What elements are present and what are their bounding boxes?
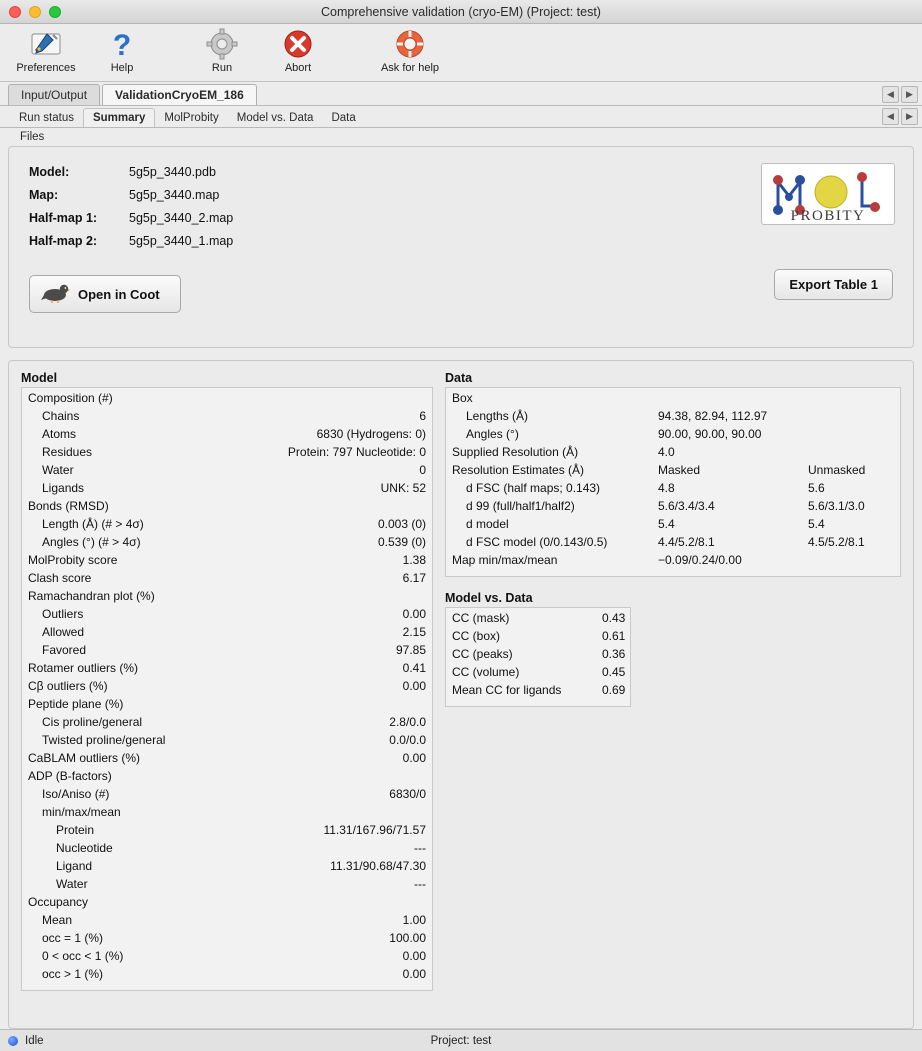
row-value: 0.69 [602, 683, 626, 697]
table-row [28, 517, 426, 535]
row-value: 2.8/0.0 [389, 715, 426, 729]
row-label: Twisted proline/general [42, 733, 166, 747]
row-label: Ramachandran plot (%) [28, 589, 155, 603]
status-project-label: Project: test [430, 1034, 492, 1047]
model-table [21, 387, 433, 991]
row-value: 0.00 [402, 607, 426, 621]
table-row [452, 553, 894, 571]
preferences-icon [29, 27, 63, 61]
table-row [28, 949, 426, 967]
inner-scroll-left-icon[interactable]: ◀ [882, 108, 899, 125]
table-row [452, 629, 624, 647]
molprobity-logo-text: PROBITY [790, 208, 866, 224]
title-bar [0, 0, 922, 24]
table-row [28, 391, 426, 409]
row-label: occ > 1 (%) [42, 967, 104, 981]
row-label: Composition (#) [28, 391, 113, 405]
toolbar-run-label: Run [211, 62, 233, 74]
toolbar-run-button[interactable] [184, 24, 260, 74]
row-label: Bonds (RMSD) [28, 499, 109, 513]
table-row [452, 647, 624, 665]
row-value: 0.00 [402, 751, 426, 765]
row-value: 0.539 (0) [377, 535, 426, 549]
row-value: 0.36 [602, 647, 626, 661]
row-label: d FSC model (0/0.143/0.5) [466, 535, 608, 549]
row-value: 6830/0 [389, 787, 426, 801]
table-row [28, 625, 426, 643]
table-row [452, 665, 624, 683]
svg-text:?: ? [112, 29, 132, 60]
row-label: 0 < occ < 1 (%) [42, 949, 124, 963]
table-row [28, 571, 426, 589]
status-text: Idle [25, 1034, 44, 1047]
row-value: 0.41 [402, 661, 426, 675]
row-value: 0.61 [602, 629, 626, 643]
row-value-1: 5.4 [658, 517, 675, 531]
row-label: d model [466, 517, 509, 531]
data-section-title: Data [445, 371, 473, 385]
row-value: 6 [419, 409, 426, 423]
table-row [28, 931, 426, 949]
toolbar-preferences-label: Preferences [16, 62, 76, 74]
table-row [28, 967, 426, 985]
row-label: Nucleotide [56, 841, 113, 855]
model-column [21, 371, 433, 1016]
table-row [28, 913, 426, 931]
row-label: d 99 (full/half1/half2) [466, 499, 575, 513]
row-value: 0.43 [602, 611, 626, 625]
table-row [28, 697, 426, 715]
tab-validationcryoem[interactable]: ValidationCryoEM_186 [102, 84, 257, 105]
table-row [452, 499, 894, 517]
export-table-1-button[interactable]: Export Table 1 [774, 269, 893, 300]
table-row [28, 805, 426, 823]
table-row [28, 445, 426, 463]
help-icon [106, 27, 138, 61]
row-label: d FSC (half maps; 0.143) [466, 481, 601, 495]
outer-tab-scroll-controls[interactable] [882, 86, 918, 103]
row-label: Map min/max/mean [452, 553, 558, 567]
row-value: 11.31/167.96/71.57 [323, 823, 426, 837]
table-row [28, 679, 426, 697]
row-label: CC (box) [452, 629, 501, 643]
abort-icon [282, 27, 314, 61]
row-value: 1.00 [402, 913, 426, 927]
column-header-masked: Masked [658, 463, 701, 477]
row-label: min/max/mean [42, 805, 121, 819]
inner-tab-bar [0, 106, 922, 128]
row-label: Allowed [42, 625, 85, 639]
row-label: Ligand [56, 859, 93, 873]
scroll-right-icon[interactable]: ▶ [901, 86, 918, 103]
row-value: 0.00 [402, 967, 426, 981]
lifesaver-icon [394, 27, 426, 61]
data-column [433, 371, 901, 1016]
row-value: --- [414, 877, 426, 891]
row-label: Angles (°) (# > 4σ) [42, 535, 141, 549]
table-row [452, 409, 894, 427]
table-row [28, 841, 426, 859]
toolbar-ask-for-help-button[interactable] [360, 24, 460, 74]
table-row [28, 589, 426, 607]
row-label: Protein [56, 823, 95, 837]
scroll-left-icon[interactable]: ◀ [882, 86, 899, 103]
row-label: Supplied Resolution (Å) [452, 445, 579, 459]
row-value-1: −0.09/0.24/0.00 [658, 553, 742, 567]
tab-input-output[interactable]: Input/Output [8, 84, 100, 105]
row-label: Clash score [28, 571, 92, 585]
model-section-title: Model [21, 371, 58, 385]
inner-scroll-right-icon[interactable]: ▶ [901, 108, 918, 125]
row-value: 0.0/0.0 [389, 733, 426, 747]
tab-molprobity[interactable]: MolProbity [164, 111, 219, 124]
table-row [28, 427, 426, 445]
table-row [28, 661, 426, 679]
row-value-1: 5.6/3.4/3.4 [658, 499, 715, 513]
data-table [445, 387, 901, 577]
row-value-1: 94.38, 82.94, 112.97 [658, 409, 768, 423]
toolbar-ask-for-help-label: Ask for help [380, 62, 440, 74]
row-value: 11.31/90.68/47.30 [330, 859, 426, 873]
row-value: 0 [419, 463, 426, 477]
table-row [28, 481, 426, 499]
file-row-halfmap2 [29, 234, 893, 248]
row-label: Atoms [42, 427, 77, 441]
table-row [28, 823, 426, 841]
table-row [28, 859, 426, 877]
open-in-coot-button[interactable] [29, 275, 181, 313]
toolbar-abort-button[interactable] [260, 24, 336, 74]
row-value: 97.85 [395, 643, 426, 657]
table-row [28, 895, 426, 913]
run-gear-icon [206, 27, 238, 61]
table-row [28, 535, 426, 553]
files-section-label: Files [20, 131, 45, 143]
outer-tab-bar [0, 82, 922, 106]
table-row [28, 877, 426, 895]
table-row [28, 733, 426, 751]
row-label: Angles (°) [466, 427, 519, 441]
table-row [28, 769, 426, 787]
row-value-1: 4.8 [658, 481, 675, 495]
row-label: MolProbity score [28, 553, 118, 567]
column-header-unmasked: Unmasked [808, 463, 866, 477]
file-label-halfmap2: Half-map 2: [29, 234, 98, 248]
row-label: CC (peaks) [452, 647, 513, 661]
row-label: Water [42, 463, 74, 477]
row-value-2: 5.4 [808, 517, 825, 531]
toolbar-help-label: Help [110, 62, 134, 74]
row-label: Rotamer outliers (%) [28, 661, 139, 675]
tab-run-status[interactable]: Run status [19, 111, 74, 124]
row-label: Mean [42, 913, 73, 927]
model-vs-data-section-title: Model vs. Data [445, 591, 533, 605]
main-toolbar [0, 24, 922, 82]
row-label: Ligands [42, 481, 85, 495]
row-value: 100.00 [389, 931, 426, 945]
row-label: Iso/Aniso (#) [42, 787, 110, 801]
files-panel [8, 146, 914, 348]
row-label: Length (Å) (# > 4σ) [42, 517, 144, 531]
row-label: occ = 1 (%) [42, 931, 104, 945]
row-value-2: 5.6/3.1/3.0 [808, 499, 865, 513]
row-label: Outliers [42, 607, 84, 621]
table-row [28, 553, 426, 571]
row-value-2: 5.6 [808, 481, 825, 495]
row-label: Resolution Estimates (Å) [452, 463, 585, 477]
row-label: Lengths (Å) [466, 409, 529, 423]
table-row [452, 517, 894, 535]
row-value-2: 4.5/5.2/8.1 [808, 535, 865, 549]
table-row [28, 499, 426, 517]
row-value: 2.15 [402, 625, 426, 639]
row-label: ADP (B-factors) [28, 769, 112, 783]
row-label: Residues [42, 445, 93, 459]
toolbar-preferences-button[interactable] [8, 24, 84, 74]
row-label: Chains [42, 409, 80, 423]
row-value-1: 4.0 [658, 445, 675, 459]
row-label: Box [452, 391, 473, 405]
file-value-halfmap2: 5g5p_3440_1.map [129, 234, 234, 248]
row-label: Cis proline/general [42, 715, 143, 729]
status-bar [0, 1029, 922, 1051]
tab-data[interactable]: Data [331, 111, 356, 124]
row-value-1: 4.4/5.2/8.1 [658, 535, 715, 549]
table-row [452, 427, 894, 445]
table-row [28, 463, 426, 481]
window-title: Comprehensive validation (cryo-EM) (Project: test) [321, 4, 601, 19]
coot-bird-icon [40, 282, 70, 307]
model-vs-data-table [445, 607, 631, 707]
toolbar-help-button[interactable] [84, 24, 160, 74]
row-value: 0.45 [602, 665, 626, 679]
row-value: UNK: 52 [380, 481, 426, 495]
row-value: 0.00 [402, 679, 426, 693]
open-in-coot-label: Open in Coot [78, 286, 160, 302]
inner-tab-scroll-controls[interactable] [882, 108, 918, 125]
row-label: CC (volume) [452, 665, 520, 679]
row-label: Occupancy [28, 895, 89, 909]
table-row [452, 683, 624, 701]
row-value: 1.38 [402, 553, 426, 567]
row-value: 0.003 (0) [377, 517, 426, 531]
row-label: CaBLAM outliers (%) [28, 751, 141, 765]
row-value-1: 90.00, 90.00, 90.00 [658, 427, 762, 441]
file-value-model: 5g5p_3440.pdb [129, 165, 216, 179]
table-row [28, 715, 426, 733]
row-label: CC (mask) [452, 611, 510, 625]
tab-model-vs-data[interactable]: Model vs. Data [236, 111, 314, 124]
statistics-panel [8, 360, 914, 1029]
row-value: --- [414, 841, 426, 855]
table-row [28, 409, 426, 427]
file-label-map: Map: [29, 188, 59, 202]
panel-gap [8, 348, 914, 360]
row-label: Mean CC for ligands [452, 683, 562, 697]
file-value-map: 5g5p_3440.map [129, 188, 220, 202]
table-row [28, 643, 426, 661]
tab-summary[interactable]: Summary [83, 108, 155, 127]
table-row [452, 391, 894, 409]
table-row [452, 535, 894, 553]
file-value-halfmap1: 5g5p_3440_2.map [129, 211, 234, 225]
molprobity-logo [761, 163, 895, 225]
content-area [0, 146, 922, 1029]
table-row [28, 787, 426, 805]
table-row [28, 607, 426, 625]
table-row [452, 611, 624, 629]
row-value: 6.17 [402, 571, 426, 585]
row-label: Cβ outliers (%) [28, 679, 108, 693]
table-row [28, 751, 426, 769]
row-value: 6830 (Hydrogens: 0) [316, 427, 426, 441]
row-label: Water [56, 877, 88, 891]
file-label-halfmap1: Half-map 1: [29, 211, 98, 225]
file-label-model: Model: [29, 165, 70, 179]
table-header-row [452, 463, 894, 481]
toolbar-abort-label: Abort [284, 62, 312, 74]
row-value: Protein: 797 Nucleotide: 0 [287, 445, 426, 459]
row-label: Peptide plane (%) [28, 697, 124, 711]
row-value: 0.00 [402, 949, 426, 963]
table-row [452, 445, 894, 463]
table-row [452, 481, 894, 499]
row-label: Favored [42, 643, 87, 657]
